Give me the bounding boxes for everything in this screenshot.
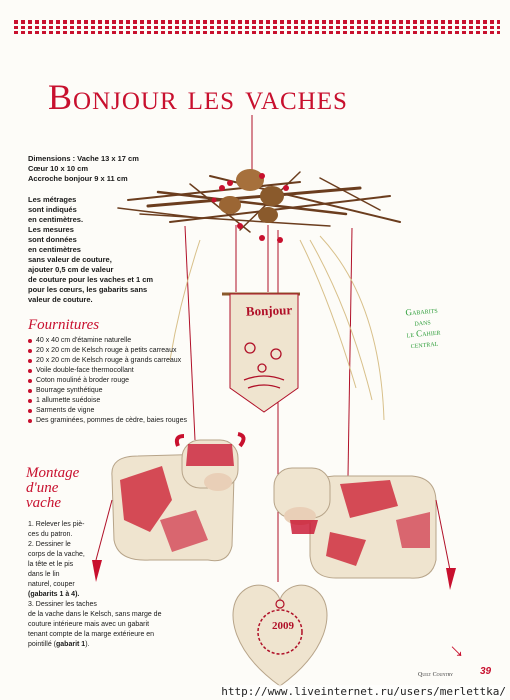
step-line: couture intérieure mais avec un gabarit — [28, 621, 150, 628]
step-line: 1. Relever les piè- — [28, 521, 85, 528]
gabarits-line: central — [410, 337, 439, 351]
supply-item: 20 x 20 cm de Kelsch rouge à grands carreaux — [28, 356, 188, 366]
step-line: ces du patron. — [28, 531, 73, 538]
gabarits-line: dans — [413, 316, 432, 328]
measures-line: ajouter 0,5 cm de valeur — [28, 265, 114, 274]
measures-line: valeur de couture. — [28, 295, 93, 304]
supply-item: Bourrage synthétique — [28, 386, 188, 396]
gabarit-reference: (gabarits 1 à 4). — [28, 591, 80, 598]
dimensions-block — [28, 154, 188, 184]
page-title: Bonjour les vaches — [48, 77, 348, 117]
dimension-line: Dimensions : Vache 13 x 17 cm — [28, 154, 139, 163]
source-watermark[interactable]: http://www.liveinternet.ru/users/merlettka/ — [221, 685, 506, 698]
montage-heading: Montage d'une vache — [26, 465, 80, 511]
gabarits-line: le Cahier — [406, 326, 441, 340]
step-text: ). — [85, 641, 90, 648]
gabarits-line: Gabarits — [405, 304, 438, 318]
measures-line: en centimètres. — [28, 215, 84, 224]
dimension-line: Accroche bonjour 9 x 11 cm — [28, 174, 128, 183]
banner-embroidery-text: Bonjour — [245, 302, 293, 319]
supply-item: Coton mouliné à broder rouge — [28, 376, 188, 386]
step-line: 3. Dessiner les taches — [28, 601, 97, 608]
measures-line: sont données — [28, 235, 77, 244]
measures-line: en centimètres — [28, 245, 81, 254]
embroidered-heart — [233, 585, 327, 686]
heart-embroidery-year: 2009 — [272, 620, 294, 632]
measures-line: sont indiqués — [28, 205, 77, 214]
supply-item: 40 x 40 cm d'étamine naturelle — [28, 336, 188, 346]
step-line — [28, 590, 213, 600]
gabarit-reference: gabarit 1 — [56, 641, 86, 648]
step-line: corps de la vache, — [28, 551, 85, 558]
measures-line: Les mesures — [28, 225, 74, 234]
page-number: 39 — [480, 666, 492, 677]
step-line: tenant compte de la marge extérieure en — [28, 631, 155, 638]
step-line: dans le lin — [28, 571, 60, 578]
supply-item: Sarments de vigne — [28, 406, 188, 416]
step-line — [28, 640, 213, 650]
step-line: 2. Dessiner le — [28, 541, 71, 548]
supply-item: Voile double-face thermocollant — [28, 366, 188, 376]
measures-line: de couture pour les vaches et 1 cm — [28, 275, 154, 284]
measures-note — [28, 195, 188, 305]
fournitures-heading: Fournitures — [28, 317, 100, 333]
measures-line: pour les cœurs, les gabarits sans — [28, 285, 148, 294]
montage-steps — [28, 520, 213, 650]
step-text: pointillé ( — [28, 641, 57, 648]
arrow-right-icon: → — [442, 632, 476, 666]
supply-item: Des graminées, pommes de cèdre, baies rouges — [28, 416, 188, 426]
dimension-line: Cœur 10 x 10 cm — [28, 164, 89, 173]
step-line: de la vache dans le Kelsch, sans marge de — [28, 611, 162, 618]
measures-line: sans valeur de couture, — [28, 255, 112, 264]
step-line: naturel, couper — [28, 581, 75, 588]
right-cow — [274, 468, 456, 590]
supplies-list — [28, 336, 188, 426]
supply-item: 20 x 20 cm de Kelsch rouge à petits carreaux — [28, 346, 188, 356]
step-line: la tête et le pis — [28, 561, 74, 568]
supply-item: 1 allumette suédoise — [28, 396, 188, 406]
measures-line: Les métrages — [28, 195, 77, 204]
gabarits-note — [376, 302, 469, 354]
footer-brand: Quilt Country — [418, 672, 454, 678]
